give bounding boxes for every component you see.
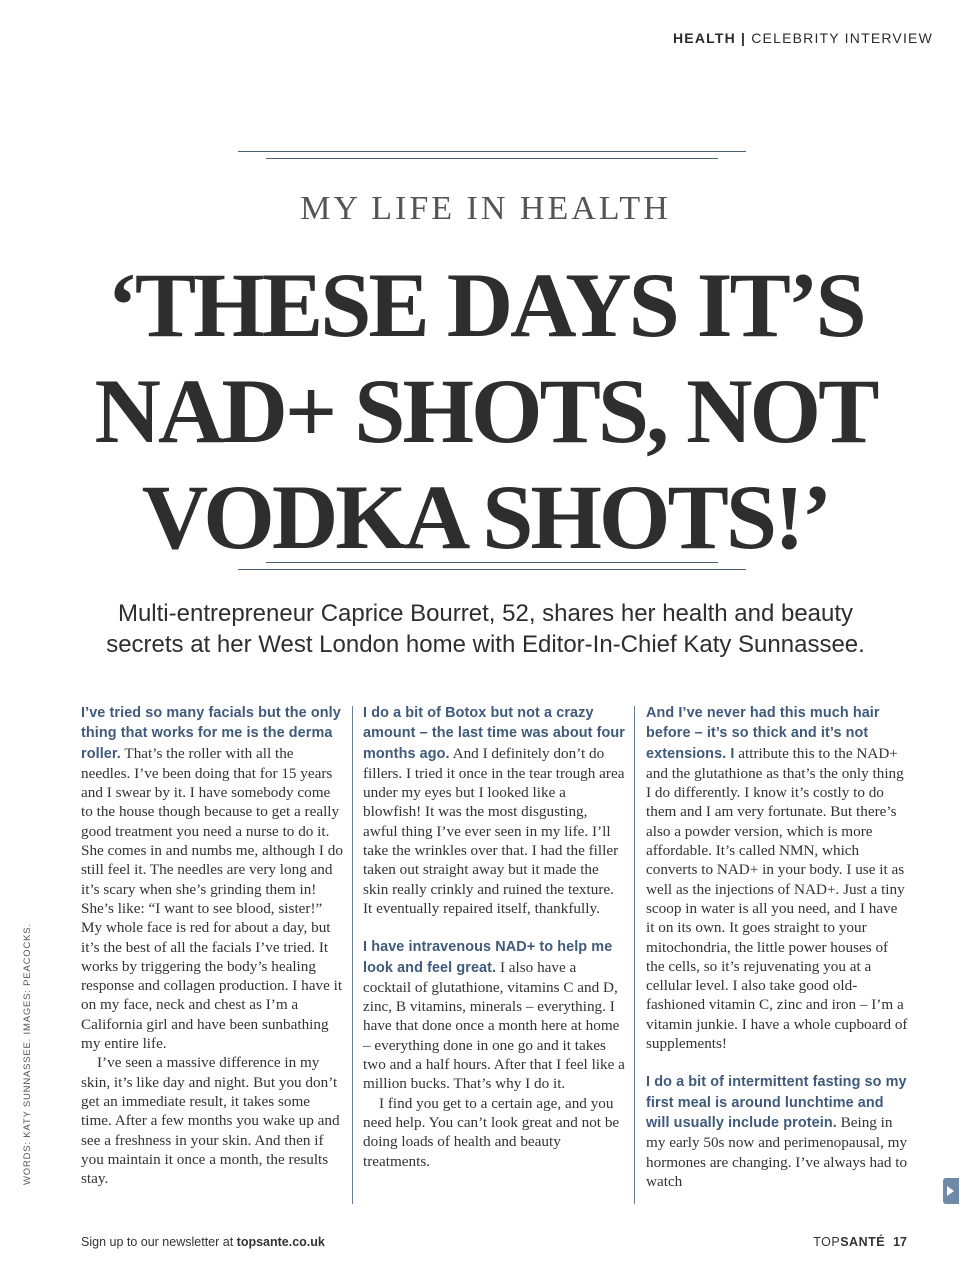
paragraph [646, 1072, 908, 1191]
paragraph [363, 703, 625, 918]
article-column-1 [81, 703, 343, 1188]
arrow-right-icon [947, 1186, 954, 1196]
paragraph: I find you get to a certain age, and you need help. You can’t look great and not be doing loads of health and beauty treatments. [363, 1094, 620, 1170]
body-text: That’s the roller with all the needles. I’ve been doing that for 15 years and I swear by it. I have somebody come to the house though because to get a really good treatment you need a nurse to do it. She comes in and numbs me, although I do still feel it. The needles are very long and it’s scary when she’s grinding them in! She’s like: “I want to see blood, sister!” My whole face is red for about a day, but it’s the best of all the facials I’ve tried. It works by triggering the body’s healing response and collagen production. I have it on my face, neck and chest as I’m a California girl and have been sunbathing my entire life. [81, 744, 343, 1053]
next-page-tab[interactable] [943, 1178, 959, 1204]
paragraph [646, 703, 908, 1053]
newsletter-prefix: Sign up to our newsletter at [81, 1235, 237, 1249]
body-text: I also have a cocktail of glutathione, vitamins C and D, zinc, B vitamins, minerals – everything. I have that done once a month here at home – everything done in one go and it takes two and a half hours. After that I feel like a million bucks. That’s why I do it. [363, 958, 625, 1093]
column-divider-1 [352, 706, 353, 1204]
paragraph: I’ve seen a massive difference in my skin, it’s like day and night. But you don’t get an immediate result, it takes some time. After a few months you wake up and see a freshness in your skin. And then if you maintain it once a month, the results stay. [81, 1054, 340, 1188]
newsletter-link[interactable]: topsante.co.uk [236, 1235, 325, 1249]
bottom-rule-lower [238, 569, 746, 570]
newsletter-line [81, 1235, 325, 1249]
brand-logo [813, 1235, 885, 1249]
brand-sante: SANTÉ [840, 1235, 886, 1249]
headline [0, 252, 971, 570]
article-column-2 [363, 703, 625, 1171]
lead-in: I do a bit of intermittent fasting so my first meal is around lunchtime and will usually include protein. [646, 1074, 907, 1131]
page-footer [813, 1235, 907, 1249]
top-rule-lower [266, 158, 718, 159]
lead-in: I do a bit of Botox but not a crazy amount – the last time was about four months ago. [363, 705, 625, 762]
standfirst-line-2: secrets at her West London home with Editor-In-Chief Katy Sunnassee. [106, 631, 865, 658]
photo-credit: WORDS: KATY SUNNASSEE. IMAGES: PEACOCKS. [22, 923, 33, 1185]
paragraph [81, 703, 343, 1053]
lead-in: I have intravenous NAD+ to help me look and feel great. [363, 939, 613, 976]
brand-top: TOP [813, 1235, 841, 1249]
standfirst [40, 598, 931, 660]
lead-in: And I’ve never had this much hair before – it’s so thick and it’s not extensions. I [646, 705, 880, 762]
subsection-label: CELEBRITY INTERVIEW [751, 30, 933, 46]
kicker: MY LIFE IN HEALTH [300, 190, 671, 227]
paragraph [363, 937, 625, 1093]
section-label: HEALTH [672, 30, 736, 46]
body-text: attribute this to the NAD+ and the glutathione as that’s the only thing I do differently. I know it’s costly to do them and I am very fortunate. But there’s also a powder version, which is more affordable. It’s called NMN, which converts to NAD+ in your body. I use it as well as the injections of NAD+. Just a tiny scoop in water is all you need, and I have it on its own. It goes straight to your mitochondria, the little power houses of the cells, so it’s rejuvenating you at a cellular level. I also take good old-fashioned vitamin C, zinc and iron – I’m a vitamin junkie. I have a whole cupboard of supplements! [646, 744, 908, 1053]
body-text: And I definitely don’t do fillers. I tried it once in the tear trough area under my eyes but I looked like a blowfish! It was the most disgusting, awful thing I’ve ever seen in my life. I’ll take the wrinkles over that. I had the filler taken out straight away but it made the skin really crinkly and ruined the texture. It eventually repaired itself, thankfully. [363, 744, 625, 917]
page-number: 17 [893, 1235, 907, 1249]
column-divider-2 [634, 706, 635, 1204]
headline-line-3: VODKA SHOTS!’ [141, 466, 830, 568]
headline-line-2: NAD+ SHOTS, NOT [94, 360, 877, 462]
article-column-3 [646, 703, 908, 1191]
section-separator: | [741, 30, 747, 46]
standfirst-line-1: Multi-entrepreneur Caprice Bourret, 52, shares her health and beauty [117, 600, 854, 627]
bottom-rule-upper [266, 562, 718, 563]
lead-in: I’ve tried so many facials but the only thing that works for me is the derma roller. [81, 705, 341, 762]
section-header [673, 30, 933, 46]
body-text: Being in my early 50s now and perimenopausal, my hormones are changing. I’ve always had to watch [646, 1113, 908, 1190]
top-rule-upper [238, 151, 746, 152]
headline-line-1: ‘THESE DAYS IT’S [107, 254, 864, 356]
